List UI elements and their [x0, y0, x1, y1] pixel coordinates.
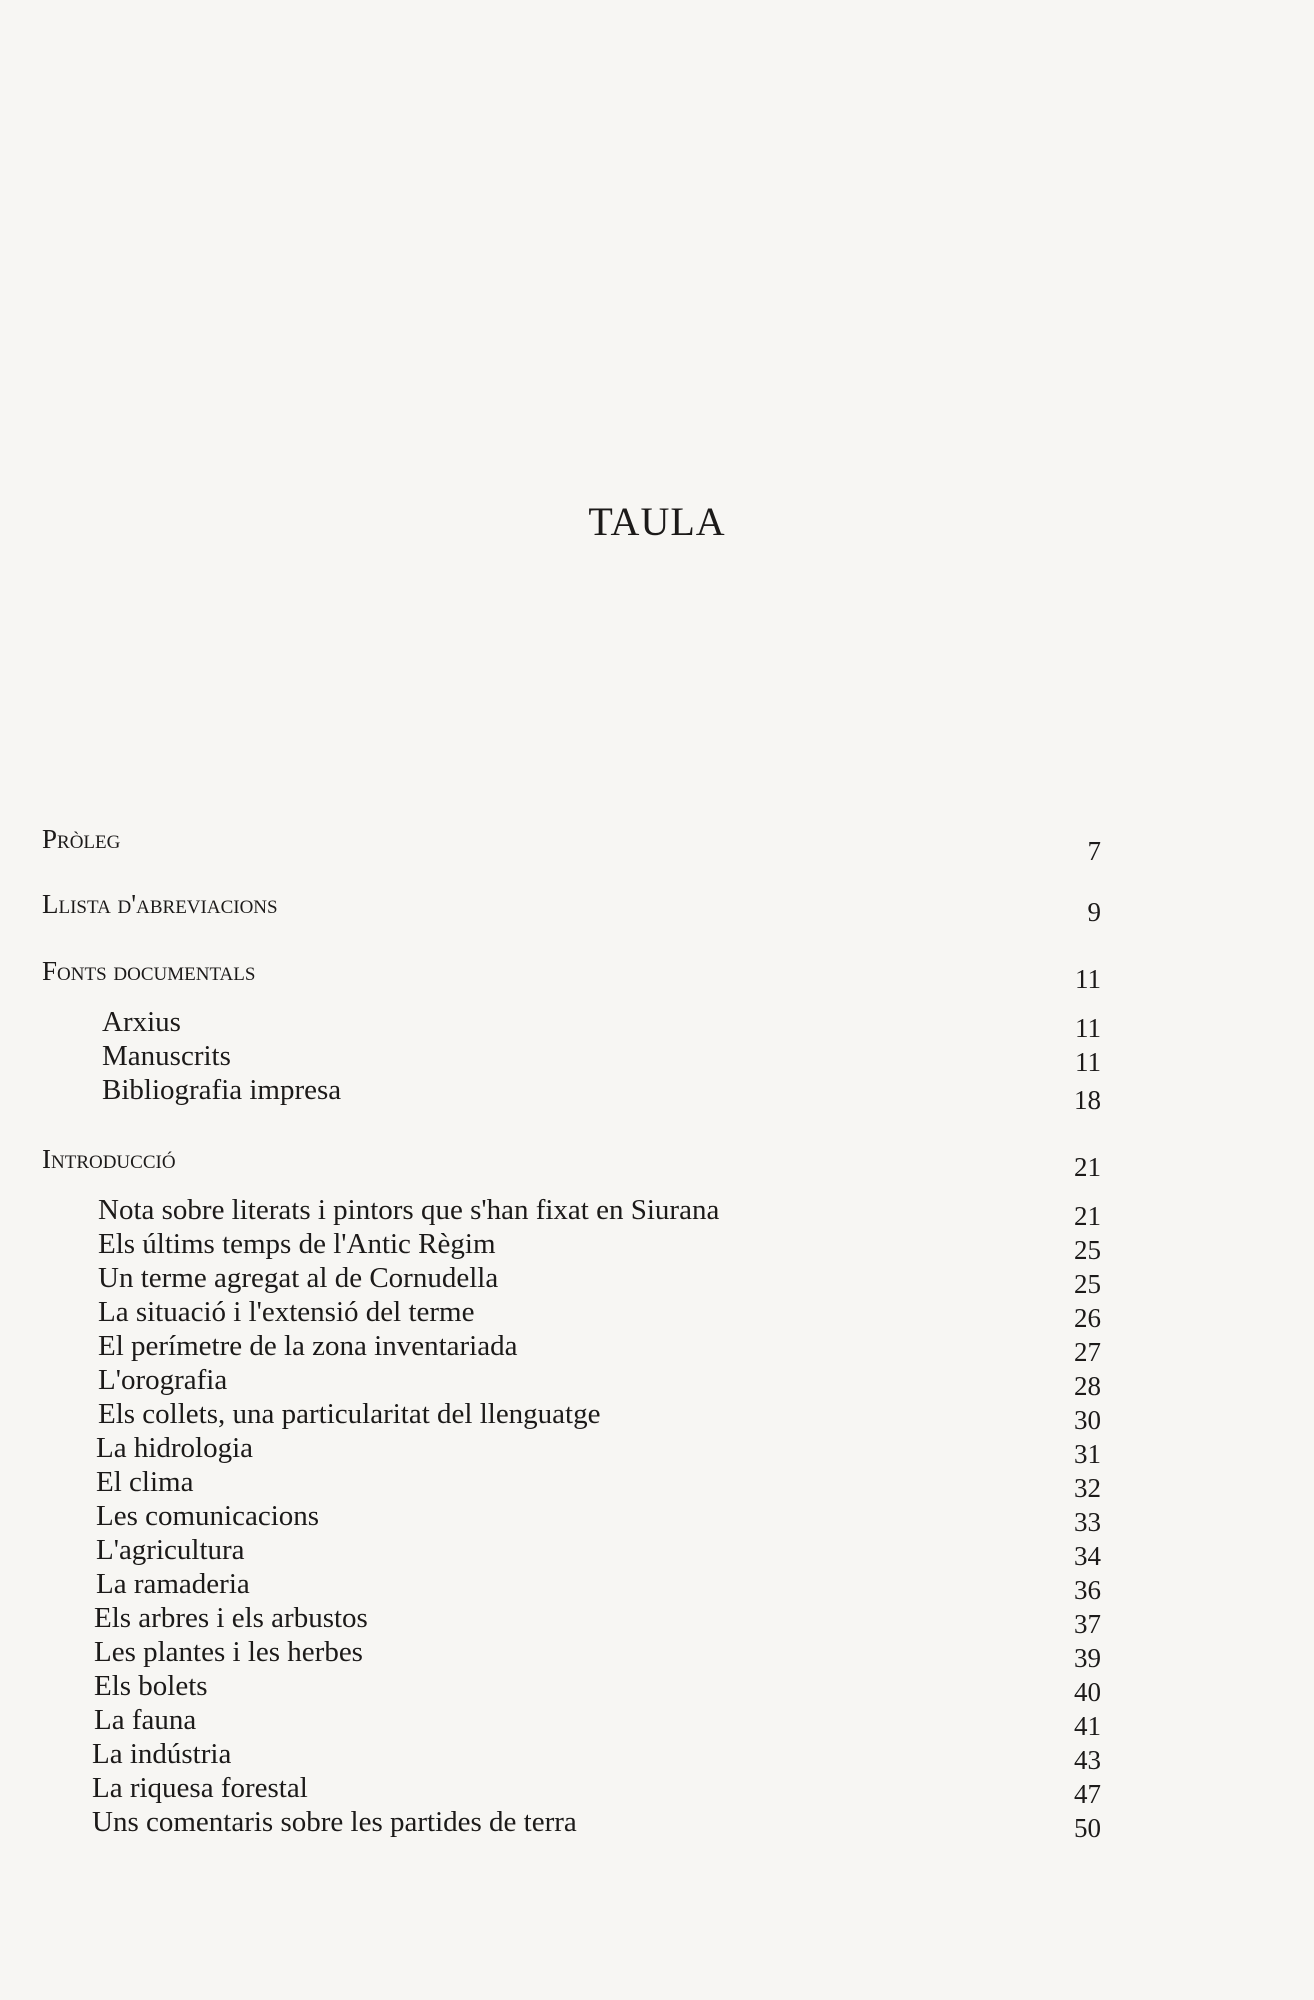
- toc-entry-label: Bibliografia impresa: [102, 1074, 342, 1106]
- toc-page-number: 37: [1074, 1609, 1101, 1639]
- toc-entry: [0, 1228, 1314, 1264]
- toc-page-number: 25: [1074, 1235, 1101, 1265]
- toc-entry: [0, 1636, 1314, 1672]
- toc-entry: [0, 1296, 1314, 1332]
- toc-entry: [0, 1466, 1314, 1502]
- toc-entry-label: Un terme agregat al de Cornudella: [98, 1262, 499, 1294]
- toc-entry-label: L'orografia: [98, 1364, 228, 1396]
- toc-page-number: 11: [1075, 964, 1101, 994]
- toc-entry: [0, 1500, 1314, 1536]
- toc-entry: [0, 1670, 1314, 1706]
- toc-page-number: 21: [1074, 1201, 1101, 1231]
- toc-page-number: 26: [1074, 1303, 1101, 1333]
- toc-page-number: 40: [1074, 1677, 1101, 1707]
- toc-entry-label: Arxius: [102, 1006, 181, 1038]
- toc-page-number: 11: [1075, 1047, 1101, 1077]
- toc-entry: [0, 1006, 1314, 1042]
- toc-entry: [0, 1602, 1314, 1638]
- toc-entry-label: La riquesa forestal: [92, 1772, 308, 1804]
- toc-page-number: 30: [1074, 1405, 1101, 1435]
- toc-page-number: 39: [1074, 1643, 1101, 1673]
- toc-entry: [0, 1398, 1314, 1434]
- toc-entry-label: Els collets, una particularitat del llenguatge: [98, 1398, 601, 1430]
- toc-page-number: 50: [1074, 1813, 1101, 1843]
- toc-entry-label: El clima: [96, 1466, 194, 1498]
- toc-page-number: 32: [1074, 1473, 1101, 1503]
- toc-entry: [0, 1074, 1314, 1115]
- toc-page-number: 47: [1074, 1779, 1101, 1809]
- toc-page-number: 27: [1074, 1337, 1101, 1367]
- toc-page-number: 9: [1087, 897, 1101, 927]
- toc-entry-label: La fauna: [94, 1704, 197, 1736]
- toc-entry: [0, 1704, 1314, 1740]
- toc-page-number: 36: [1074, 1575, 1101, 1605]
- toc-entry-label: El perímetre de la zona inventariada: [98, 1330, 518, 1362]
- toc-entry-label: Les plantes i les herbes: [94, 1636, 363, 1668]
- toc-entry-label: Manuscrits: [102, 1040, 231, 1072]
- toc-page-number: 43: [1074, 1745, 1101, 1775]
- toc-section-label: Introducció: [42, 1144, 176, 1174]
- toc-entry: [0, 1194, 1314, 1230]
- page-title: TAULA: [588, 499, 726, 544]
- toc-entry: [0, 1738, 1314, 1774]
- toc-entry-label: Uns comentaris sobre les partides de terra: [92, 1806, 577, 1838]
- toc-page-number: 18: [1074, 1085, 1101, 1115]
- toc-entry-label: La ramaderia: [96, 1568, 250, 1600]
- toc-entry-label: La situació i l'extensió del terme: [98, 1296, 475, 1328]
- toc-entry-label: Nota sobre literats i pintors que s'han fixat en Siurana: [98, 1194, 720, 1226]
- toc-page-number: 11: [1075, 1013, 1101, 1043]
- toc-entry: [0, 1364, 1314, 1400]
- toc-page-number: 25: [1074, 1269, 1101, 1299]
- toc-entry: [0, 1040, 1314, 1076]
- toc-section-abreviacions: [0, 888, 1314, 927]
- toc-page-number: 7: [1087, 836, 1101, 866]
- toc-section-label: Fonts documentals: [42, 956, 256, 986]
- toc-entry-label: La indústria: [92, 1738, 232, 1770]
- toc-entry-label: Les comunicacions: [96, 1500, 320, 1532]
- toc-entry-label: Els bolets: [94, 1670, 208, 1702]
- toc-section-label: Pròleg: [42, 824, 121, 854]
- toc-page-number: 34: [1074, 1541, 1101, 1571]
- toc-entry-label: Els últims temps de l'Antic Règim: [98, 1228, 496, 1260]
- toc-entry: [0, 1772, 1314, 1808]
- toc-entry-label: L'agricultura: [96, 1534, 245, 1566]
- toc-entry: [0, 1330, 1314, 1366]
- toc-page-number: 21: [1074, 1152, 1101, 1182]
- toc-page-number: 28: [1074, 1371, 1101, 1401]
- toc-entry: [0, 1806, 1314, 1842]
- toc-section-fonts: [0, 955, 1314, 994]
- toc-entry: [0, 1568, 1314, 1604]
- toc-entry-label: Els arbres i els arbustos: [94, 1602, 368, 1634]
- toc-entry-label: La hidrologia: [96, 1432, 254, 1464]
- toc-page-number: 31: [1074, 1439, 1101, 1469]
- toc-page-number: 41: [1074, 1711, 1101, 1741]
- toc-section-introduccio: [0, 1143, 1314, 1182]
- toc-section-proleg: [0, 823, 1314, 866]
- toc-entry: [0, 1432, 1314, 1468]
- toc-entry: [0, 1534, 1314, 1570]
- toc-section-label: Llista d'abreviacions: [42, 889, 278, 919]
- toc-page-number: 33: [1074, 1507, 1101, 1537]
- toc-entry: [0, 1262, 1314, 1298]
